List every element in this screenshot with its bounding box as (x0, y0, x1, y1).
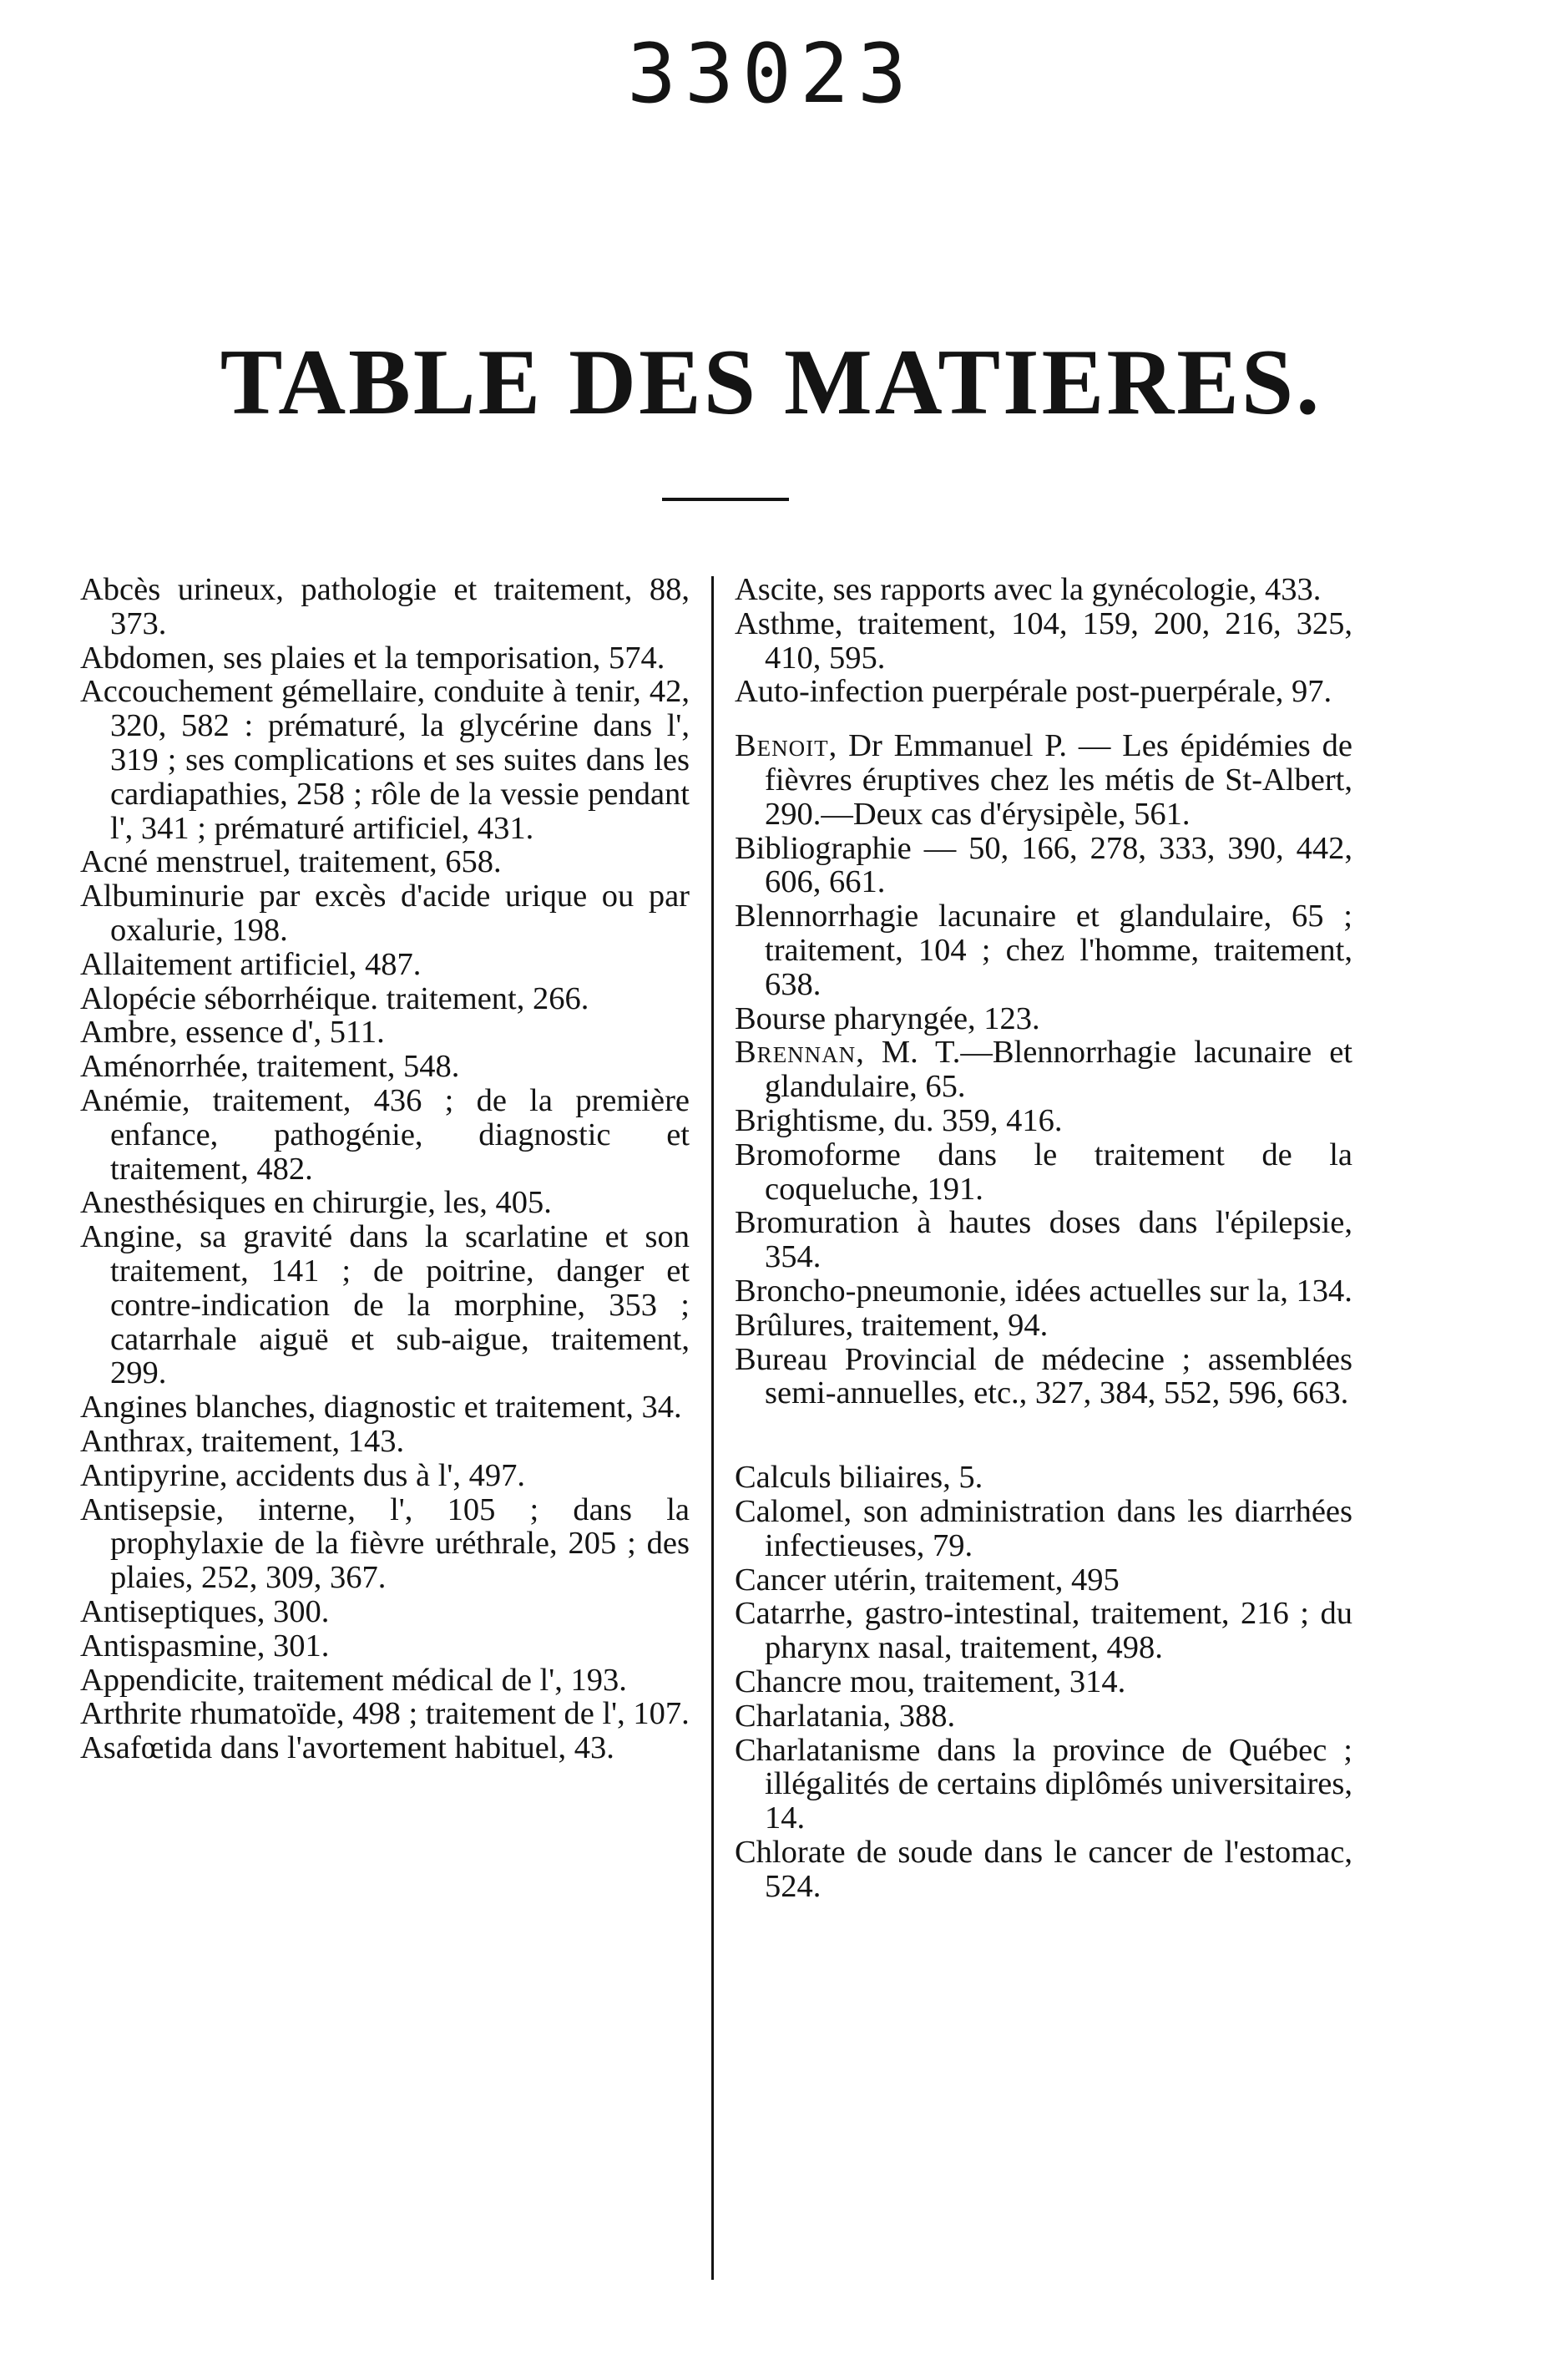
entry-lead: Charlatania (735, 1698, 883, 1734)
entry-lead: Anthrax (80, 1423, 186, 1459)
entry-text: , 388. (882, 1698, 956, 1734)
index-entry (80, 948, 690, 982)
index-entry (735, 1495, 1352, 1563)
entry-text: , essence d', 511. (169, 1015, 385, 1051)
entry-lead: Catarrhe (735, 1596, 846, 1632)
entry-text: artificiel, 487. (231, 946, 422, 982)
entry-text: , son administration dans les diarrhées infectieuses, 79. (765, 1493, 1352, 1563)
entry-lead: Calculs (735, 1460, 832, 1496)
entry-text: blanches, diagnostic et traitement, 34. (187, 1390, 682, 1425)
entry-text: , gastro-intestinal, traitement, 216 ; du pharynx nasal, traitement, 498. (765, 1596, 1352, 1666)
entry-lead: Charlatanisme (735, 1732, 921, 1768)
index-entry (735, 607, 1352, 676)
entry-text: , ses plaies et la temporisation, 574. (206, 640, 665, 676)
index-entry (735, 1699, 1352, 1734)
entry-lead: Brightisme (735, 1102, 878, 1138)
index-entry (80, 1731, 690, 1765)
index-entry (735, 1461, 1352, 1495)
entry-text: , interne, l', 105 ; dans la prophylaxie de la fièvre uréthrale, 205 ; des plaies, 252, 309, 367. (110, 1491, 690, 1596)
index-entry (735, 1206, 1352, 1274)
index-entry (735, 1138, 1352, 1207)
entry-text: , traitement, 104, 159, 200, 216, 325, 410, 595. (765, 605, 1352, 676)
entry-text: utérin, traitement, 495 (826, 1562, 1120, 1598)
entry-text: lacunaire et glandulaire, 65 ; traitement, 104 ; chez l'homme, traitement, 638. (765, 899, 1352, 1002)
entry-lead: Antipyrine (80, 1457, 220, 1493)
entry-text: — 50, 166, 278, 333, 390, 442, 606, 661. (765, 830, 1352, 900)
index-entry (80, 1015, 690, 1050)
entry-lead: Bibliographie (735, 830, 912, 866)
entry-lead: Arthrite (80, 1696, 182, 1732)
index-entry (80, 845, 690, 879)
index-entry (735, 1597, 1352, 1665)
index-entry (80, 982, 690, 1016)
index-entry (80, 1697, 690, 1731)
index-entry (80, 641, 690, 676)
entry-text: dans l'avortement habituel, 43. (212, 1730, 614, 1766)
index-entry (735, 573, 1352, 607)
entry-text: , traitement, 436 ; de la première enfance, pathogénie, diagnostic et traitement, 482. (110, 1082, 690, 1187)
index-entry (735, 832, 1352, 900)
entry-lead: Chlorate (735, 1834, 846, 1870)
entry-text: pharyngée, 123. (826, 1000, 1040, 1036)
entry-text: urineux, pathologie et traitement, 88, 373. (110, 572, 690, 641)
entry-text: en chirurgie, les, 405. (265, 1185, 552, 1221)
index-entry (735, 899, 1352, 1001)
index-entry (80, 1459, 690, 1493)
entry-text: , traitement, 143. (185, 1423, 405, 1459)
entry-text: dans le traitement de la coqueluche, 191. (765, 1137, 1352, 1207)
entry-text: par excès d'acide urique ou par oxalurie, 198. (110, 879, 690, 948)
entry-text: gémellaire, conduite à tenir, 42, 320, 582 : prématuré, la glycérine dans l', 319 ; ses complications et ses suites dans les cardiapathies, 258 ; rôle de la vessie pendant l', 341 ; prématuré artificiel, 431. (110, 674, 690, 846)
entry-lead: Asthme (735, 605, 835, 641)
entry-lead: Abdomen (80, 640, 207, 676)
index-entry (735, 1309, 1352, 1343)
entry-text: séborrhéique. traitement, 266. (195, 980, 589, 1016)
entry-lead: Bourse (735, 1000, 827, 1036)
entry-text: , M. T.—Blennorrhagie lacunaire et glandulaire, 65. (765, 1035, 1352, 1105)
entry-text: de soude dans le cancer de l'estomac, 524. (765, 1834, 1352, 1904)
entry-lead: Bromoforme (735, 1137, 901, 1172)
entry-text: , 301. (256, 1628, 330, 1663)
index-entry (735, 1836, 1352, 1904)
index-column-right (735, 573, 1352, 1903)
entry-lead: Blennorrhagie (735, 899, 919, 934)
column-divider (711, 576, 714, 2280)
entry-lead: Ascite (735, 572, 817, 607)
entry-lead: Calomel (735, 1493, 844, 1529)
entry-lead: Bureau (735, 1341, 828, 1377)
entry-lead: Antisepsie (80, 1491, 216, 1527)
entry-lead: Brennan (735, 1035, 857, 1071)
entry-text: Provincial de médecine ; assemblées semi-annuelles, etc., 327, 384, 552, 596, 663. (765, 1341, 1352, 1411)
index-entry (735, 675, 1352, 709)
entry-text: , traitement, 94. (845, 1307, 1049, 1343)
index-entry (735, 1665, 1352, 1699)
entry-text: , 300. (256, 1593, 330, 1629)
entry-text: mou, traitement, 314. (842, 1663, 1126, 1699)
entry-lead: Alopécie (80, 980, 196, 1016)
index-entry (80, 675, 690, 845)
index-entry (735, 1343, 1352, 1411)
entry-lead: Asafœtida (80, 1730, 213, 1766)
entry-lead: Benoit (735, 728, 829, 764)
entry-text: dans la province de Québec ; illégalités de certains diplômés universitaires, 14. (765, 1732, 1352, 1836)
index-entry (735, 1734, 1352, 1836)
index-entry (80, 1084, 690, 1186)
index-entry (80, 1220, 690, 1390)
index-entry (735, 1274, 1352, 1309)
entry-lead: Anesthésiques (80, 1185, 266, 1221)
entry-lead: Acné (80, 844, 149, 880)
entry-lead: Cancer (735, 1562, 827, 1598)
entry-text: , ses rapports avec la gynécologie, 433. (817, 572, 1322, 607)
entry-lead: Chancre (735, 1663, 842, 1699)
entry-lead: Brûlures (735, 1307, 846, 1343)
entry-text: , traitement médical de l', 193. (237, 1662, 627, 1698)
index-entry (735, 1563, 1352, 1598)
index-entry (80, 1425, 690, 1459)
entry-text: menstruel, traitement, 658. (148, 844, 502, 880)
index-entry (80, 573, 690, 641)
title-rule (662, 498, 789, 501)
entry-text: à hautes doses dans l'épilepsie, 354. (765, 1205, 1352, 1275)
index-entry (80, 1493, 690, 1595)
entry-text: , du. 359, 416. (877, 1102, 1063, 1138)
index-entry (735, 729, 1352, 831)
entry-lead: Angines (80, 1390, 188, 1425)
index-entry (80, 1050, 690, 1084)
entry-text: rhumatoïde, 498 ; traitement de l', 107. (181, 1696, 690, 1732)
entry-lead: Appendicite (80, 1662, 238, 1698)
entry-lead: Aménorrhée (80, 1049, 241, 1085)
index-entry (80, 1629, 690, 1663)
entry-lead: Abcès (80, 572, 161, 607)
page-title: TABLE DES MATIERES. (220, 331, 1322, 434)
entry-text: , idées actuelles sur la, 134. (999, 1273, 1352, 1309)
index-entry (80, 879, 690, 948)
entry-lead: Accouchement (80, 674, 273, 710)
index-entry (80, 1595, 690, 1629)
entry-lead: Broncho-pneumonie (735, 1273, 999, 1309)
entry-text: puerpérale post-puerpérale, 97. (923, 674, 1332, 710)
entry-lead: Anémie (80, 1082, 182, 1118)
entry-text: , sa gravité dans la scarlatine et son traitement, 141 ; de poitrine, danger et contre-indication de la morphine, 353 ; catarrhale aiguë et sub-aigue, traitement, 299. (110, 1219, 690, 1391)
index-column-left (80, 573, 690, 1765)
entry-lead: Auto-infection (735, 674, 924, 710)
entry-lead: Ambre (80, 1015, 169, 1051)
entry-lead: Albuminurie (80, 879, 245, 914)
index-entry (735, 1036, 1352, 1104)
entry-text: biliaires, 5. (831, 1460, 983, 1496)
index-entry (735, 1104, 1352, 1138)
entry-lead: Bromuration (735, 1205, 899, 1241)
index-entry (80, 1390, 690, 1425)
index-entry (80, 1663, 690, 1698)
index-entry (80, 1186, 690, 1220)
entry-text: , traitement, 548. (240, 1049, 460, 1085)
entry-lead: Allaitement (80, 946, 232, 982)
entry-text: , Dr Emmanuel P. — Les épidémies de fièvres éruptives chez les métis de St-Albert, 290.—Deux cas d'érysipèle, 561. (765, 728, 1352, 832)
entry-lead: Antispasmine (80, 1628, 257, 1663)
index-entry (735, 1002, 1352, 1036)
page-number: 33023 (626, 27, 915, 122)
entry-lead: Antiseptiques (80, 1593, 257, 1629)
entry-lead: Angine (80, 1219, 175, 1255)
entry-text: , accidents dus à l', 497. (219, 1457, 525, 1493)
